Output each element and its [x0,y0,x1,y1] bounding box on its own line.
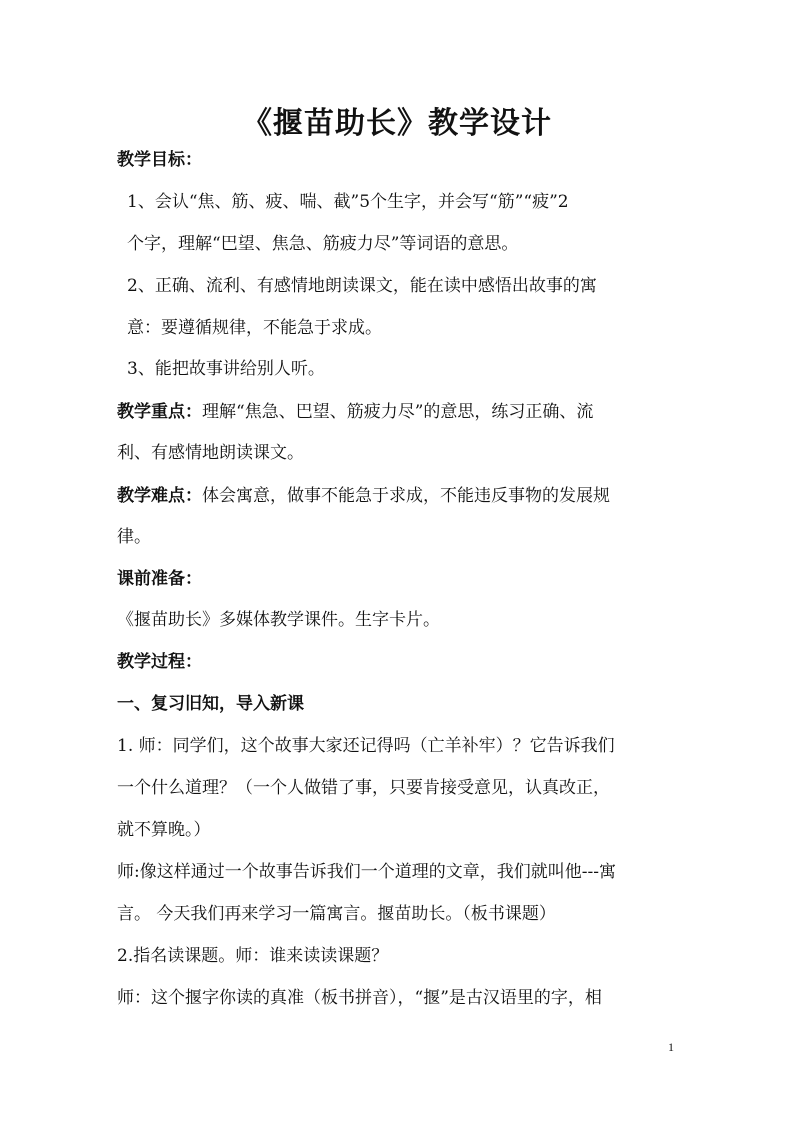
key-points-line-2: 利、有感情地朗读课文。 [117,443,304,463]
process-p2-line-1: 师:像这样通过一个故事告诉我们一个道理的文章，我们就叫他---寓 [117,862,616,882]
page-title: 《揠苗助长》教学设计 [242,106,552,141]
difficulties-label: 教学难点： [117,486,202,506]
preparation-heading: 课前准备： [117,569,202,589]
key-points-line-1 [117,400,593,424]
goal-item-2-line-1: 2、正确、流利、有感情地朗读课文，能在读中感悟出故事的寓 [127,276,597,296]
key-points-text: 理解“焦急、巴望、筋疲力尽”的意思，练习正确、流 [202,402,594,422]
difficulties-text: 体会寓意，做事不能急于求成，不能违反事物的发展规 [202,486,610,506]
key-points-label: 教学重点： [117,402,202,422]
page-number: 1 [668,1040,674,1054]
goal-item-1-line-1: 1、会认“焦、筋、疲、喘、截”5个生字，并会写“筋”“疲”2 [127,192,569,212]
process-p2-line-2: 言。 今天我们再来学习一篇寓言。揠苗助长。（板书课题） [117,904,556,924]
goal-item-2-line-2: 意：要遵循规律，不能急于求成。 [127,318,382,338]
process-p3: 2.指名读课题。师：谁来读读课题？ [117,946,389,966]
process-p1-line-2: 一个什么道理？（一个人做错了事，只要肯接受意见，认真改正， [117,778,610,798]
goals-heading: 教学目标： [117,150,202,170]
process-p4: 师：这个揠字你读的真准（板书拼音），“揠”是古汉语里的字，相 [117,988,602,1008]
section-1-heading: 一、复习旧知，导入新课 [117,694,304,714]
difficulties-line-2: 律。 [117,527,151,547]
goal-item-3: 3、能把故事讲给别人听。 [127,359,325,379]
difficulties-line-1 [117,484,610,508]
goal-item-1-line-2: 个字，理解“巴望、焦急、筋疲力尽”等词语的意思。 [127,234,519,254]
preparation-text: 《揠苗助长》多媒体教学课件。生字卡片。 [117,610,440,630]
process-heading: 教学过程： [117,652,202,672]
process-p1-line-1: 1. 师：同学们，这个故事大家还记得吗（亡羊补牢）？它告诉我们 [117,736,615,756]
process-p1-line-3: 就不算晚。） [117,820,211,840]
